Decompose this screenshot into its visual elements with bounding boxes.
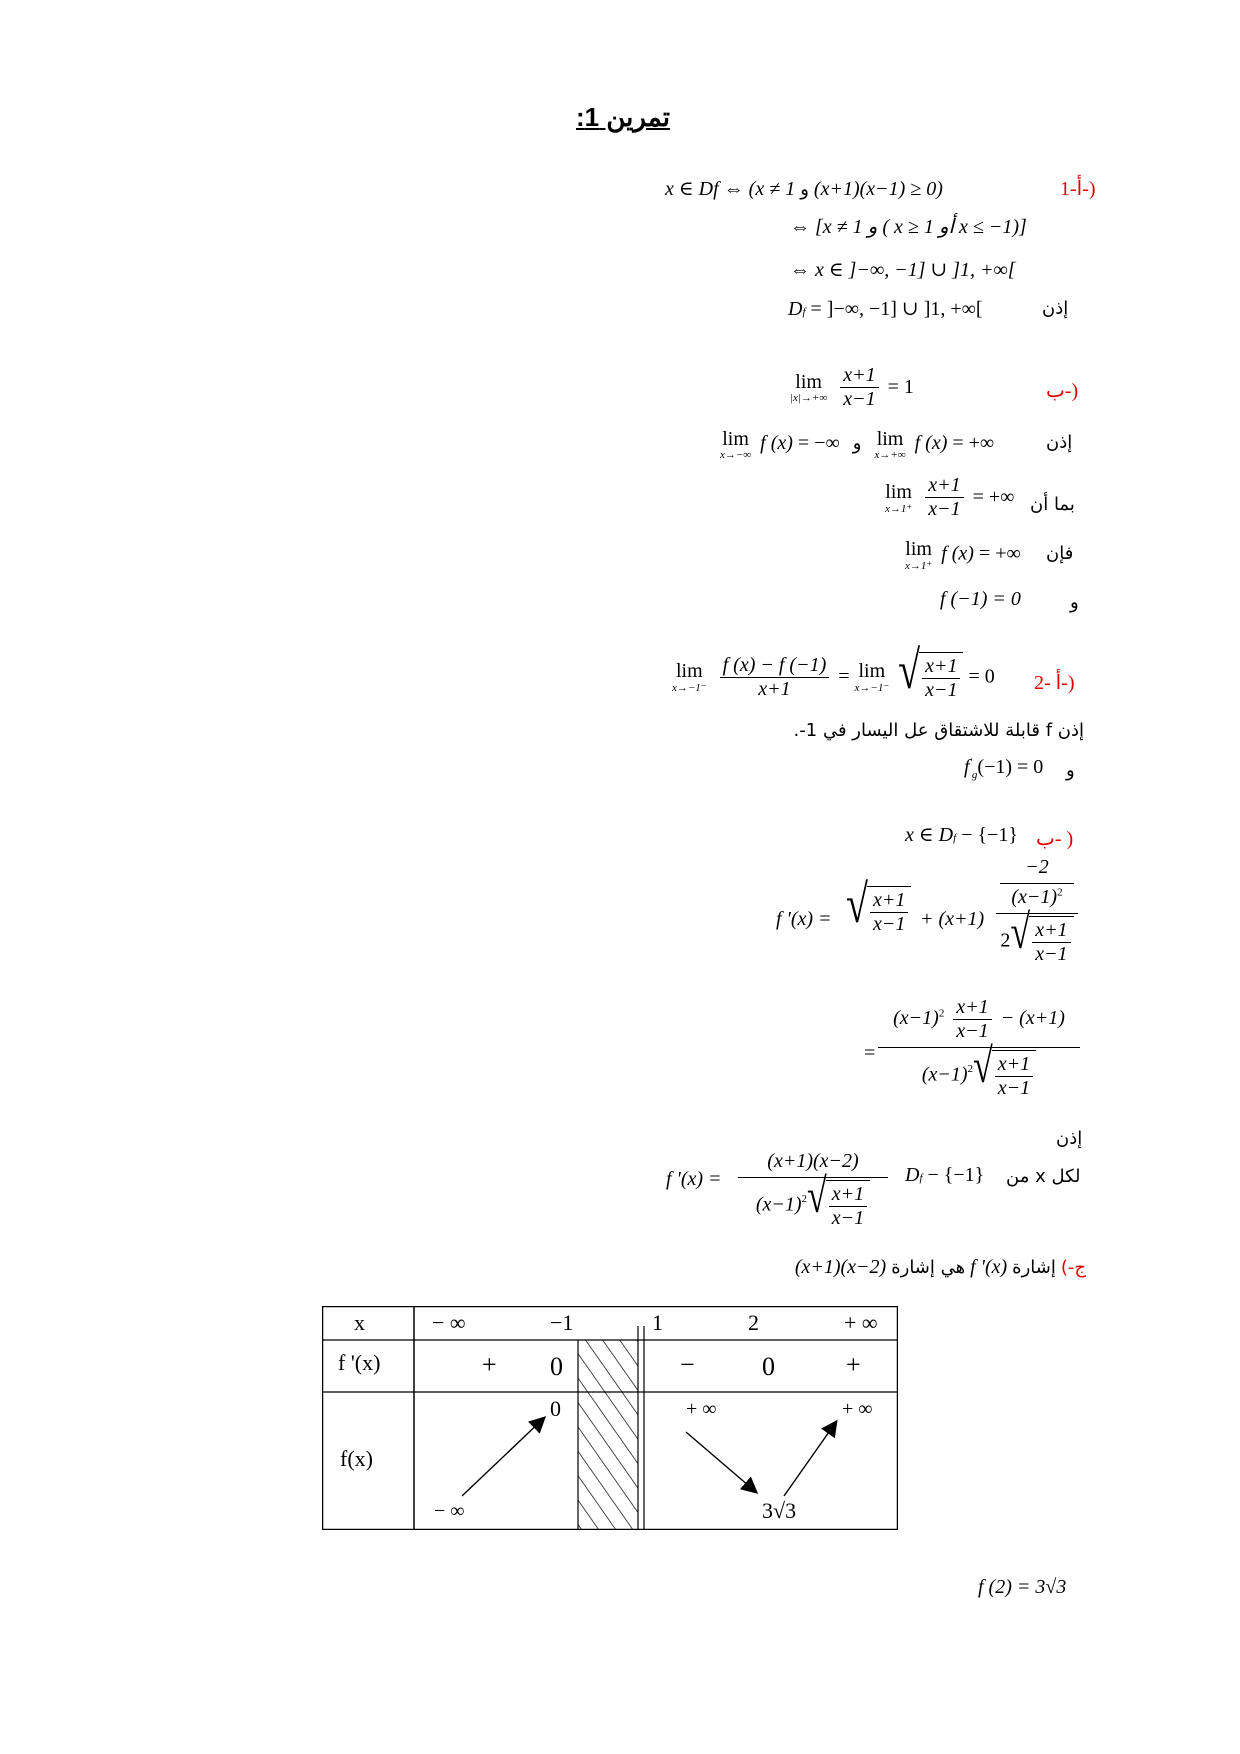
q1b-so: إذن	[1046, 432, 1073, 453]
q1a-line3: ⇔ x ∈ ]−∞, −1] ∪ ]1, +∞[	[790, 259, 1016, 281]
q2a-derivative-limit: lim x→−1⁻ $\frac{f (x) - f (-1)}{x+1}$ = lim x→−1⁻ √ $\frac{x+1}{x-1}$ = 0	[672, 639, 995, 701]
q2b-so: إذن	[1056, 1128, 1083, 1149]
q2b-simplified-fraction: $(x-1)^2$ $\frac{x+1}{x-1}$ − (x+1) $(x-1)^2$ √ $\frac{x+1}{x-1}$	[878, 996, 1080, 1100]
q2b-sqrt-term: √ $\frac{x+1}{x-1}$	[846, 886, 911, 936]
sign-zero-1: 0	[550, 1352, 563, 1381]
q2b-domain: x ∈ Df − {−1}	[905, 824, 1018, 846]
q1b-limits-infinity: lim x→−∞ f (x) = −∞ و lim x→+∞ f (x) = +∞	[720, 428, 995, 461]
q2b-domain-repeat: Df − {−1}	[905, 1164, 985, 1186]
q2b-fprime-label: f '(x) =	[776, 908, 832, 930]
x-value-minus1: −1	[550, 1310, 574, 1335]
table-f-label: f(x)	[340, 1446, 373, 1471]
q2b-eq-sign: =	[864, 1042, 876, 1064]
f-value-right-of-1: + ∞	[686, 1398, 717, 1420]
q2c-sign-sentence: ج-) إشارة f '(x) هي إشارة (x+1)(x−2)	[794, 1256, 1086, 1278]
q1a-line1: x ∈ Df ⇔ (x ≠ 1 و (x+1)(x−1) ≥ 0)	[665, 178, 943, 200]
f-value-min: 3√3	[762, 1498, 797, 1523]
q1b-and: و	[1070, 592, 1079, 613]
arrow-increasing-2	[784, 1422, 836, 1496]
q1b-then: فإن	[1046, 543, 1074, 564]
x-value-1: 1	[652, 1310, 663, 1335]
sign-plus-2: +	[846, 1350, 861, 1379]
q2b-compound-fraction: −2 $(x-1)^2$ 2 √ $\frac{x+1}{x-1}$	[996, 856, 1078, 966]
q1b-since: بما أن	[1030, 494, 1075, 515]
q1b-limit-1plus: lim x→1⁺ $\frac{x+1}{x-1}$ = +∞	[885, 474, 1015, 520]
variation-table	[322, 1306, 898, 1530]
q2b-label: ب- )	[1036, 828, 1074, 850]
q1b-limit1: lim |x|→+∞ $\frac{x+1}{x-1}$ = 1	[790, 364, 914, 410]
q1a-line2: ⇔ [x ≠ 1 و ( x ≥ 1 أو x ≤ −1)]	[790, 216, 1027, 238]
table-fprime-label: f '(x)	[338, 1350, 381, 1375]
q2a-label: 2- أ-)	[1034, 672, 1075, 694]
table-x-label: x	[354, 1310, 365, 1335]
q2a-and: و	[1066, 760, 1075, 781]
q2a-left-derivative: $f'_g(-1) = 0$	[964, 756, 1044, 781]
arrow-increasing-1	[462, 1418, 544, 1496]
x-value-2: 2	[748, 1310, 759, 1335]
sign-minus: −	[680, 1350, 695, 1379]
final-value: f (2) = 3√3	[978, 1576, 1067, 1598]
q1a-line4: Df = ]−∞, −1] ∪ ]1, +∞[	[788, 298, 983, 320]
q1b-label: ب-)	[1046, 380, 1079, 402]
q1a-so: إذن	[1042, 298, 1069, 319]
page-title: تمرين 1:	[576, 102, 671, 132]
q2a-conclusion: إذن f قابلة للاشتقاق عل اليسار في 1-.	[793, 720, 1084, 741]
arrow-decreasing	[686, 1432, 756, 1492]
q1b-f-minus1: f (−1) = 0	[940, 588, 1021, 610]
q2b-plus-term: + (x+1)	[920, 908, 985, 930]
q2b-fprime-final-label: f '(x) =	[666, 1168, 722, 1190]
hatched-forbidden-zone	[578, 1340, 638, 1530]
x-value-neg-inf: − ∞	[432, 1310, 466, 1335]
sign-zero-2: 0	[762, 1352, 775, 1381]
sign-plus-1: +	[482, 1350, 497, 1379]
f-value-neg-inf: − ∞	[434, 1500, 465, 1522]
q2b-fprime-final-fraction: (x+1)(x−2) $(x-1)^2$ √ $\frac{x+1}{x-1}$	[738, 1150, 888, 1230]
q2b-for-all: لكل x من	[1006, 1166, 1081, 1187]
x-value-plus-inf: + ∞	[844, 1310, 878, 1335]
q1a-label: 1-أ-)	[1060, 178, 1096, 200]
f-value-at-minus1: 0	[550, 1396, 561, 1421]
q1b-limit-f-1plus: lim x→1⁺ f (x) = +∞	[905, 538, 1021, 572]
f-value-plus-inf: + ∞	[842, 1398, 873, 1420]
